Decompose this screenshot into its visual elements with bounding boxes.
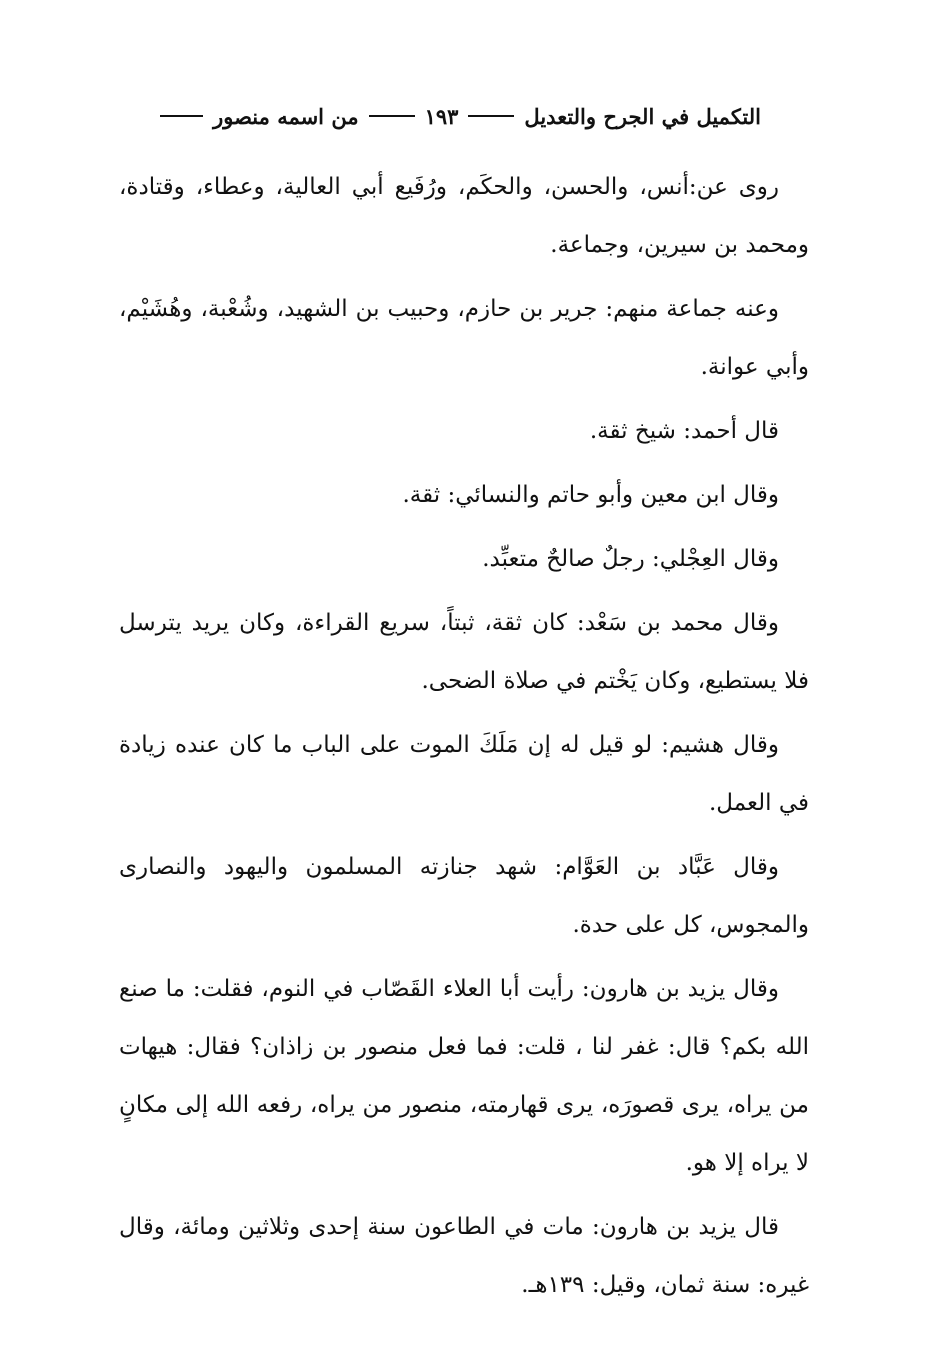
- paragraph-abbad-quote: وقال عَبَّاد بن العَوَّام: شهد جنازته المسلمون واليهود والنصارى والمجوس، كل على حدة.: [119, 854, 809, 938]
- paragraph-ahmad-quote: قال أحمد: شيخ ثقة.: [589, 418, 779, 444]
- running-header: [150, 96, 761, 136]
- book-title: التكميل في الجرح والتعديل: [524, 103, 761, 129]
- body-text: [119, 158, 809, 1320]
- paragraph-hushaym-quote: وقال هشيم: لو قيل له إن مَلَكَ الموت على الباب ما كان عنده زيادة في العمل.: [119, 732, 809, 816]
- entry-name: من اسمه منصور: [213, 103, 359, 129]
- paragraph-narrators-from-him: وعنه جماعة منهم: جرير بن حازم، وحبيب بن الشهيد، وشُعْبة، وهُشَيْم، وأبي عوانة.: [119, 296, 809, 380]
- paragraph-yazid-dream: وقال يزيد بن هارون: رأيت أبا العلاء القَصّاب في النوم، فقلت: ما صنع الله بكم؟ قال: غفر لنا ، قلت: فما فعل منصور بن زاذان؟ فقال: هيهات من يراه، يرى قصورَه، يرى قهارمته، منصور من يراه، رفعه الله إلى مكانٍ لا يراه إلا هو.: [119, 976, 809, 1176]
- paragraph-ijli-quote: وقال العِجْلي: رجلٌ صالحٌ متعبِّد.: [482, 546, 779, 572]
- header-dash: [160, 115, 203, 117]
- header-dash: [468, 115, 514, 117]
- paragraph-narrated-from: روى عن:أنس، والحسن، والحكَم، ورُفَيع أبي العالية، وعطاء، وقتادة، ومحمد بن سيرين، وجماعة.: [119, 174, 809, 258]
- page-number: ١٩٣: [424, 103, 459, 129]
- paragraph-ibn-maeen-quote: وقال ابن معين وأبو حاتم والنسائي: ثقة.: [402, 482, 779, 508]
- paragraph-death-date: قال يزيد بن هارون: مات في الطاعون سنة إحدى وثلاثين ومائة، وقال غيره: سنة ثمان، وقيل: ١٣٩هـ.: [119, 1214, 809, 1298]
- paragraph-ibn-saad-quote: وقال محمد بن سَعْد: كان ثقة، ثبتاً، سريع القراءة، وكان يريد يترسل فلا يستطيع، وكان يَخْتم في صلاة الضحى.: [119, 610, 809, 694]
- header-dash: [369, 115, 415, 117]
